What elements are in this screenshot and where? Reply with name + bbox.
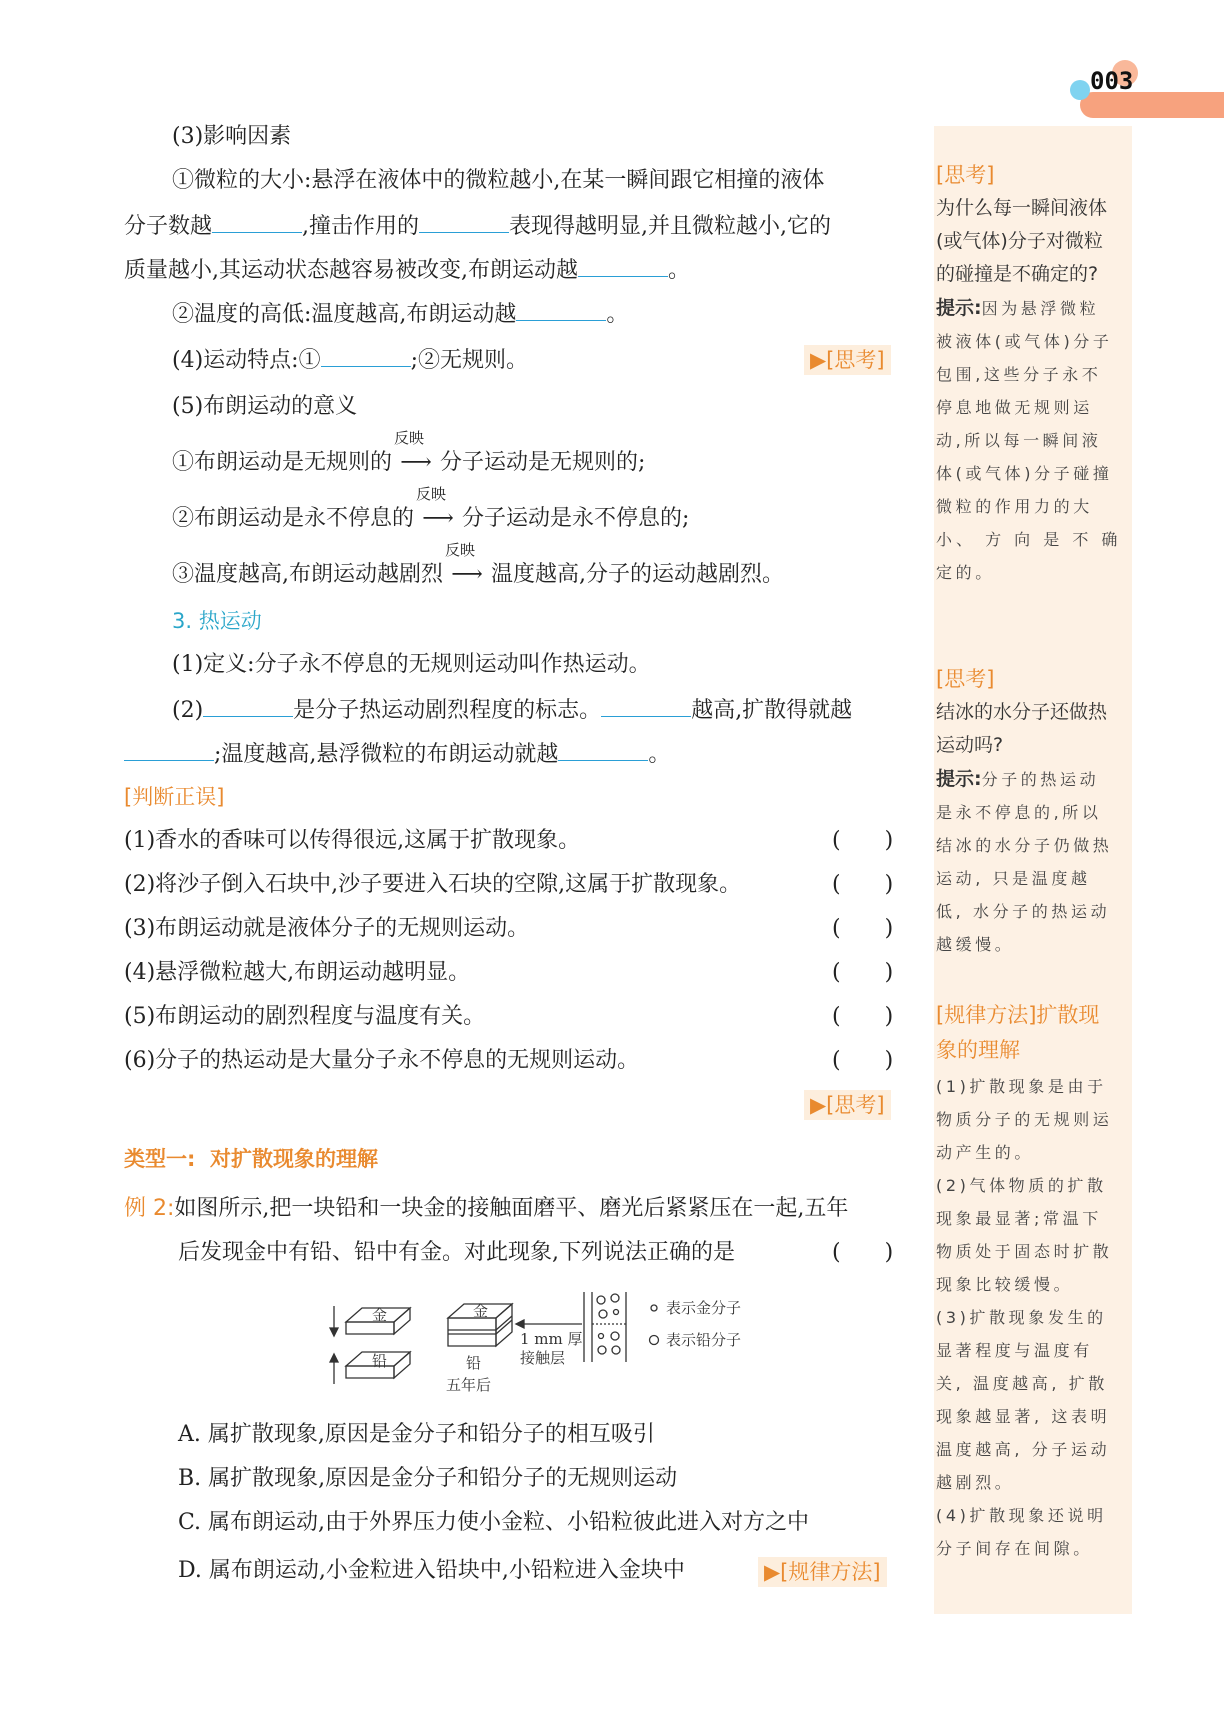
text: ;②无规则。: [410, 348, 528, 373]
arrowhead: [330, 1354, 338, 1362]
sidebar-method-line: 物质分子的无规则运: [936, 1110, 1113, 1129]
answer-paren[interactable]: ( ): [832, 1048, 894, 1073]
arrowhead: [516, 1320, 524, 1328]
text: 质量越小,其运动状态越容易被改变,布朗运动越: [124, 258, 578, 283]
paragraph-line: [172, 694, 852, 726]
sidebar-method-title: 象的理解: [936, 1038, 1020, 1062]
text: 越高,扩散得就越: [691, 698, 853, 723]
legend-lead-text: 表示铅分子: [666, 1331, 742, 1349]
answer-paren[interactable]: ( ): [832, 872, 894, 897]
molecule: [611, 1332, 619, 1340]
molecule: [611, 1294, 619, 1302]
example-line: [124, 1194, 848, 1224]
label-gold: 金: [372, 1306, 388, 1324]
sidebar-question: 结冰的水分子还做热: [936, 701, 1108, 723]
sidebar-method-line: (3)扩散现象发生的: [936, 1308, 1107, 1327]
sidebar-answer: 低, 水分子的热运动: [936, 902, 1111, 921]
answer-paren[interactable]: ( ): [832, 916, 894, 941]
option-c[interactable]: C. 属布朗运动,由于外界压力使小金粒、小铅粒彼此进入对方之中: [178, 1510, 810, 1535]
sidebar-question: 的碰撞是不确定的?: [936, 263, 1099, 285]
legend-lead-marker: [650, 1336, 659, 1345]
text: ,撞击作用的: [302, 214, 420, 239]
lead-block-side: [394, 1352, 410, 1378]
sidebar-method-line: (4)扩散现象还说明: [936, 1506, 1107, 1525]
sidebar-method-line: 越剧烈。: [936, 1473, 1015, 1492]
option-d[interactable]: D. 属布朗运动,小金粒进入铅块中,小铅粒进入金块中: [178, 1558, 685, 1583]
tab-dot-blue: [1070, 80, 1090, 100]
diffusion-figure: [320, 1284, 780, 1404]
sidebar-method-line: 现象越显著, 这表明: [936, 1407, 1111, 1426]
paragraph-line: ①微粒的大小:悬浮在液体中的微粒越小,在某一瞬间跟它相撞的液体: [172, 168, 825, 193]
fill-blank[interactable]: [321, 344, 411, 367]
text: 分子的热运动: [981, 770, 1100, 789]
sidebar-think-title: [思考]: [936, 667, 995, 691]
molecule: [599, 1334, 604, 1339]
option-a[interactable]: A. 属扩散现象,原因是金分子和铅分子的相互吸引: [178, 1422, 655, 1447]
arrow-label: 反映: [445, 541, 476, 559]
paragraph-line: [124, 254, 690, 286]
sidebar-method-line: (2)气体物质的扩散: [936, 1176, 1107, 1195]
paragraph-line: [124, 738, 670, 770]
sidebar-method-line: 分子间存在间隙。: [936, 1539, 1093, 1558]
text: 分子运动是永不停息的;: [462, 506, 690, 531]
think-button[interactable]: ▶[思考]: [804, 345, 891, 375]
answer-paren[interactable]: ( ): [832, 828, 894, 853]
heat-heading: 3. 热运动: [172, 609, 262, 633]
text: ③温度越高,布朗运动越剧烈: [172, 562, 443, 587]
fill-blank[interactable]: [601, 694, 691, 717]
molecule: [614, 1310, 619, 1315]
type-heading: [124, 1144, 378, 1174]
sidebar-answer: [936, 763, 1099, 796]
paragraph-line: [172, 541, 784, 590]
sidebar-method-line: 现象比较缓慢。: [936, 1275, 1074, 1294]
sidebar-answer: 结冰的水分子仍做热: [936, 836, 1113, 855]
sidebar-method-line: 现象最显著;常温下: [936, 1209, 1102, 1228]
sidebar-question: (或气体)分子对微粒: [936, 230, 1103, 252]
arrow-label: 反映: [394, 429, 425, 447]
paragraph-line: [172, 344, 528, 376]
sidebar-method-line: 物质处于固态时扩散: [936, 1242, 1113, 1261]
judge-item: (2)将沙子倒入石块中,沙子要进入石块的空隙,这属于扩散现象。: [124, 872, 742, 897]
molecule: [612, 1346, 620, 1354]
stack-seam: [496, 1316, 512, 1330]
fill-blank[interactable]: [203, 694, 293, 717]
sidebar-answer: 包围,这些分子永不: [936, 365, 1102, 384]
judge-item: (5)布朗运动的剧烈程度与温度有关。: [124, 1004, 486, 1029]
reflect-arrow: 反映 ⟶: [416, 485, 454, 531]
arrowhead: [330, 1328, 338, 1336]
text: 。: [668, 258, 691, 283]
molecule: [599, 1310, 607, 1318]
sidebar-answer: 被液体(或气体)分子: [936, 332, 1113, 351]
stack-side: [496, 1304, 512, 1346]
section-heading: (3)影响因素: [172, 124, 292, 149]
arrow-label: 反映: [416, 485, 447, 503]
sidebar-method-title: [规律方法]扩散现: [936, 1003, 1100, 1027]
example-line: 后发现金中有铅、铅中有金。对此现象,下列说法正确的是: [178, 1240, 735, 1265]
text: 如图所示,把一块铅和一块金的接触面磨平、磨光后紧紧压在一起,五年: [174, 1196, 849, 1221]
text: (4)运动特点:①: [172, 348, 321, 373]
sidebar-method-line: 关, 温度越高, 扩散: [936, 1374, 1108, 1393]
hint-label: 提示:: [936, 768, 982, 790]
sidebar-answer: 体(或气体)分子碰撞: [936, 464, 1113, 483]
sidebar-answer: 越缓慢。: [936, 935, 1015, 954]
label-layer: 接触层: [520, 1349, 566, 1367]
sidebar-think-title: [思考]: [936, 163, 995, 187]
paragraph-line: [172, 485, 690, 534]
legend-gold-text: 表示金分子: [666, 1299, 742, 1317]
sidebar-method-line: 显著程度与温度有: [936, 1341, 1093, 1360]
sidebar-answer: 动,所以每一瞬间液: [936, 431, 1102, 450]
fill-blank[interactable]: [212, 210, 302, 233]
type-label: 类型一:: [124, 1147, 196, 1171]
judge-heading: [判断正误]: [124, 785, 225, 809]
judge-item: (6)分子的热运动是大量分子永不停息的无规则运动。: [124, 1048, 640, 1073]
paragraph-line: [172, 429, 646, 478]
page-number: 003: [1090, 67, 1134, 95]
reflect-arrow: 反映 ⟶: [394, 429, 432, 475]
text: 分子运动是无规则的;: [440, 450, 646, 475]
label-lead-stack: 铅: [466, 1354, 482, 1372]
fill-blank[interactable]: [516, 298, 606, 321]
section-heading: (5)布朗运动的意义: [172, 394, 358, 419]
sidebar-answer: 运动, 只是温度越: [936, 869, 1091, 888]
paragraph-line: (1)定义:分子永不停息的无规则运动叫作热运动。: [172, 652, 651, 677]
text: 。: [606, 302, 629, 327]
judge-item: (3)布朗运动就是液体分子的无规则运动。: [124, 916, 530, 941]
gold-block-side: [394, 1308, 410, 1334]
text: (2): [172, 698, 204, 723]
answer-paren[interactable]: ( ): [832, 1004, 894, 1029]
stack-seam: [496, 1320, 512, 1334]
method-button[interactable]: ▶[规律方法]: [758, 1557, 887, 1587]
text: 分子数越: [124, 214, 213, 239]
fill-blank[interactable]: [558, 738, 648, 761]
judge-item: (4)悬浮微粒越大,布朗运动越明显。: [124, 960, 471, 985]
fill-blank[interactable]: [419, 210, 509, 233]
reflect-arrow: 反映 ⟶: [445, 541, 483, 587]
sidebar-answer: 小、 方 向 是 不 确: [936, 530, 1122, 549]
text: ②温度的高低:温度越高,布朗运动越: [172, 302, 517, 327]
text: 温度越高,分子的运动越剧烈。: [491, 562, 784, 587]
text: 。: [648, 742, 671, 767]
sidebar-method-line: 动产生的。: [936, 1143, 1035, 1162]
judge-item: (1)香水的香味可以传得很远,这属于扩散现象。: [124, 828, 581, 853]
think-button[interactable]: ▶[思考]: [804, 1090, 891, 1120]
sidebar-answer: [936, 292, 1099, 325]
sidebar-answer: 定的。: [936, 563, 995, 582]
fill-blank[interactable]: [124, 738, 214, 761]
legend-gold-marker: [651, 1305, 657, 1311]
label-after: 五年后: [446, 1376, 492, 1394]
label-layer-thickness: 1 mm 厚: [520, 1330, 583, 1348]
text: ①布朗运动是无规则的: [172, 450, 393, 475]
sidebar-answer: 停息地做无规则运: [936, 398, 1093, 417]
molecule: [598, 1346, 606, 1354]
answer-paren[interactable]: ( ): [832, 1240, 894, 1265]
molecule: [597, 1296, 605, 1304]
hint-label: 提示:: [936, 297, 982, 319]
sidebar-question: 运动吗?: [936, 734, 1004, 756]
fill-blank[interactable]: [578, 254, 668, 277]
text: ;温度越高,悬浮微粒的布朗运动就越: [214, 742, 559, 767]
stack-front: [448, 1318, 496, 1346]
sidebar-answer: 微粒的作用力的大: [936, 497, 1093, 516]
sidebar-question: 为什么每一瞬间液体: [936, 197, 1108, 219]
answer-paren[interactable]: ( ): [832, 960, 894, 985]
sidebar-method-line: 温度越高, 分子运动: [936, 1440, 1111, 1459]
paragraph-line: [124, 210, 831, 242]
sidebar-method-line: (1)扩散现象是由于: [936, 1077, 1107, 1096]
text: 因为悬浮微粒: [981, 299, 1100, 318]
label-gold-stack: 金: [473, 1302, 489, 1320]
text: 是分子热运动剧烈程度的标志。: [293, 698, 602, 723]
option-b[interactable]: B. 属扩散现象,原因是金分子和铅分子的无规则运动: [178, 1466, 678, 1491]
text: ②布朗运动是永不停息的: [172, 506, 415, 531]
type-title: 对扩散现象的理解: [210, 1147, 379, 1171]
label-lead: 铅: [372, 1352, 388, 1370]
sidebar-answer: 是永不停息的,所以: [936, 803, 1102, 822]
paragraph-line: [172, 298, 628, 330]
example-label: 例 2:: [124, 1196, 175, 1221]
text: 表现得越明显,并且微粒越小,它的: [509, 214, 832, 239]
